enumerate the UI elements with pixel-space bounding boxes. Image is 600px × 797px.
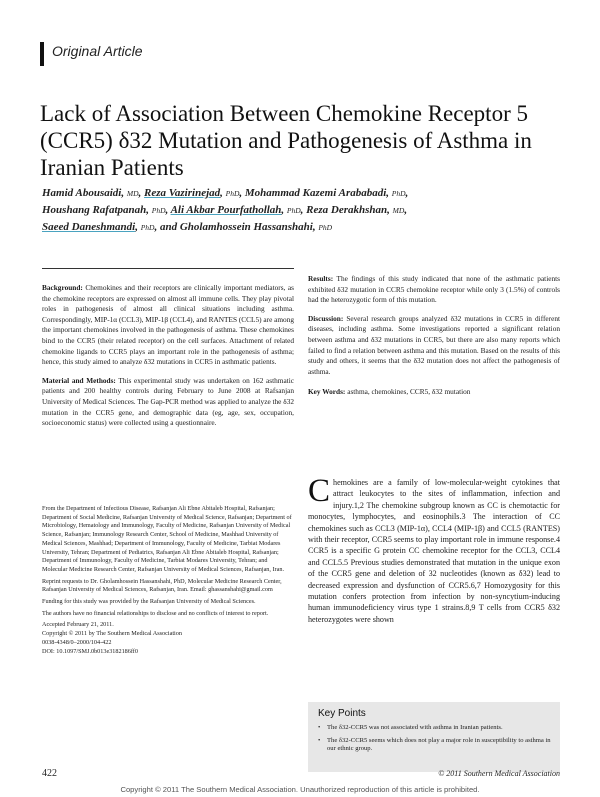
journal-credit: © 2011 Southern Medical Association <box>438 769 560 778</box>
key-points-list <box>318 724 554 758</box>
background-label: Background: <box>42 283 83 292</box>
section-marker-bar <box>40 42 44 66</box>
abstract-results <box>308 274 560 306</box>
key-point-item: • The δ32-CCR5 seems which does not play a major role in susceptibility to asthma in our ethnic group. <box>318 737 554 754</box>
body-paragraph-text: hemokines are a family of low-molecular-weight cytokines that attract leukocytes to the sites of inflammation, infection and injury.1,2 The chemokine subgroup known as CC is chemotactic for monocytes, lymphocytes, and eosinophils.3 The interaction of CC chemokines such as CCL3 (MIP-1α), CCL4 (MIP-1β) and CCL5 (RANTES) with their receptor, CCR5 seems to play important role in immune response.4 CCR5 is a specific G protein CC chemokine receptor for the CCL3, CCL4 and CCL5.5 Previous studies demonstrated that mutation in the unique exon of the CCR5 gene and deletion of 32 nucleotides (known as δ32) lead to decreased expression and dysfunction of CCR5.6,7 Homozygosity for this mutation confers protection from infection by non-syncytium-inducing human immunodeficiency virus type 1 strains.8,9 T cells from CCR5 δ32 heterozygotes were shown <box>308 478 560 624</box>
drop-cap: C <box>308 473 331 509</box>
author-name: Mohammad Kazemi Arababadi <box>244 187 387 199</box>
author-list: Hamid Abousaidi, MD, Reza Vazirinejad, PhD, Mohammad Kazemi Arababadi, PhD, Houshang Rafatpanah, PhD, Ali Akbar Pourfathollah, PhD, Reza Derakhshan, MD, Saeed Daneshmandi, PhD, and Gholamhossein Hassanshahi, PhD <box>42 187 409 233</box>
disclosure-note: The authors have no financial relationships to disclose and no conflicts of interest to report. <box>42 609 269 617</box>
abstract-left-column <box>42 283 294 437</box>
key-points-box <box>308 702 560 772</box>
article-footnotes <box>42 505 294 656</box>
key-points-title: Key Points <box>318 708 366 719</box>
author-degree: MD <box>126 189 139 198</box>
author-name: Gholamhossein Hassanshahi <box>179 221 313 233</box>
discussion-label: Discussion: <box>308 313 344 323</box>
author-name: Reza Derakhshan <box>306 204 388 216</box>
methods-text: This experimental study was undertaken on 162 asthmatic patients and 200 healthy controls during February to June 2008 at Rafsanjan University of Medical Sciences. The Gap-PCR method was applied to analyze the δ32 mutation in the CCR5 gene, and demographic data (eg, age, sex, occupation, socioeconomic status) were collected using a questionnaire. <box>42 375 294 428</box>
body-text <box>308 473 560 625</box>
keywords-label: Key Words: <box>308 387 346 397</box>
reprint-requests: Reprint requests to Dr. Gholamhossein Hassanshahi, PhD, Molecular Medicine Research Center, Rafsanjan University of Medical Sciences, Rafsanjan, Iran. Email: ghassanshahi@gmail.com <box>42 577 282 594</box>
abstract-divider <box>42 268 294 269</box>
issn-line: 0038-4348/0–2000/104-422 <box>42 638 112 646</box>
author-degree: PhD <box>286 206 301 215</box>
author-name[interactable]: Ali Akbar Pourfathollah <box>170 204 282 216</box>
author-name: Hamid Abousaidi <box>42 187 122 199</box>
abstract-keywords <box>308 387 560 398</box>
abstract-background <box>42 283 294 368</box>
author-degree: PhD <box>318 223 333 232</box>
methods-label: Material and Methods: <box>42 375 116 385</box>
keywords-text: asthma, chemokines, CCR5, δ32 mutation <box>347 387 471 397</box>
author-degree: PhD <box>140 223 155 232</box>
author-degree: PhD <box>391 189 406 198</box>
abstract-methods <box>42 376 294 429</box>
abstract-discussion <box>308 314 560 378</box>
author-name: Houshang Rafatpanah <box>42 204 147 216</box>
background-text: Chemokines and their receptors are clinically important mediators, as the chemokine receptors are expressed on almost all immune cells. They play pivotal roles in pathogenesis of almost all clinical situations including asthma. Correspondingly, MIP-1α (CCL3), MIP-1β (CCL4), and RANTES (CCL5) are among the important chemokines involved in the pathogenesis of asthma. These chemokines bind to the CCR5 (their related receptor) on the cell surfaces. Attachment of related chemokine ligands to CCR5 plays an important role in the pathogenesis of asthma; hence, this study aimed to analyze δ32 mutations in CCR5 in asthmatic patients. <box>42 283 295 367</box>
results-label: Results: <box>308 274 334 283</box>
page-number: 422 <box>42 768 57 779</box>
results-text: The findings of this study indicated that none of the asthmatic patients exhibited δ32 mutation in CCR5 chemokine receptor while only 3 (1.5%) of controls had the heterozygotic form of this mutation. <box>308 274 560 305</box>
abstract-right-column <box>308 274 560 406</box>
copyright-notice: Copyright © 2011 The Southern Medical Association. Unauthorized reproduction of this article is prohibited. <box>120 785 480 794</box>
doi-line: DOI: 10.1097/SMJ.0b013e3182186ff0 <box>42 647 138 655</box>
section-label: Original Article <box>52 43 143 59</box>
body-paragraph <box>308 473 560 625</box>
funding-note: Funding for this study was provided by the Rafsanjan University of Medical Sciences. <box>42 598 256 606</box>
key-point-item: • The δ32-CCR5 was not associated with asthma in Iranian patients. <box>318 724 554 733</box>
accepted-date: Accepted February 21, 2011. <box>42 621 114 629</box>
author-degree: PhD <box>151 206 166 215</box>
author-degree: PhD <box>225 189 240 198</box>
author-name[interactable]: Saeed Daneshmandi <box>42 221 136 233</box>
copyright-line: Copyright © 2011 by The Southern Medical Association <box>42 630 182 638</box>
article-title: Lack of Association Between Chemokine Receptor 5 (CCR5) δ32 Mutation and Pathogenesis of Asthma in Iranian Patients <box>40 101 532 180</box>
discussion-text: Several research groups analyzed δ32 mutations in CCR5 in different diseases, including asthma. Some investigations reported a significant relation between asthma and δ32 mutations in CCR5, but there are also many reports which failed to find a relation between asthma and this mutation. Based on the results of this study and others, it seems that the δ32 mutation does not affect the pathogenesis of asthma. <box>308 313 561 376</box>
author-name[interactable]: Reza Vazirinejad <box>144 187 221 199</box>
author-degree: MD <box>392 206 405 215</box>
affiliations: From the Department of Infectious Disease, Rafsanjan Ali Ebne Abitaleb Hospital, Rafsanjan; Department of Social Medicine, Rafsanjan University of Medical Science, Rafsanjan; Department of Microbiology, Hematology and Immunology, Faculty of Medicine, Rafsanjan University of Medical Science, Rafsanjan; Immunology Research Center, School of Medicine, Mashhad University of Medical Sciences, Mashhad; Department of Immunology, Faculty of Medicine, Tarbiat Modares University, Tehran; Department of Pediatrics, Rafsanjan Ali Ebne Abitaleb Hospital, Rafsanjan; Department of Immunology, Faculty of Medicine, Tarbiat Modares University, Tehran; and Molecular Medicine Research Center, Rafsanjan University of Medical Sciences, Rafsanjan, Iran. <box>42 505 292 573</box>
